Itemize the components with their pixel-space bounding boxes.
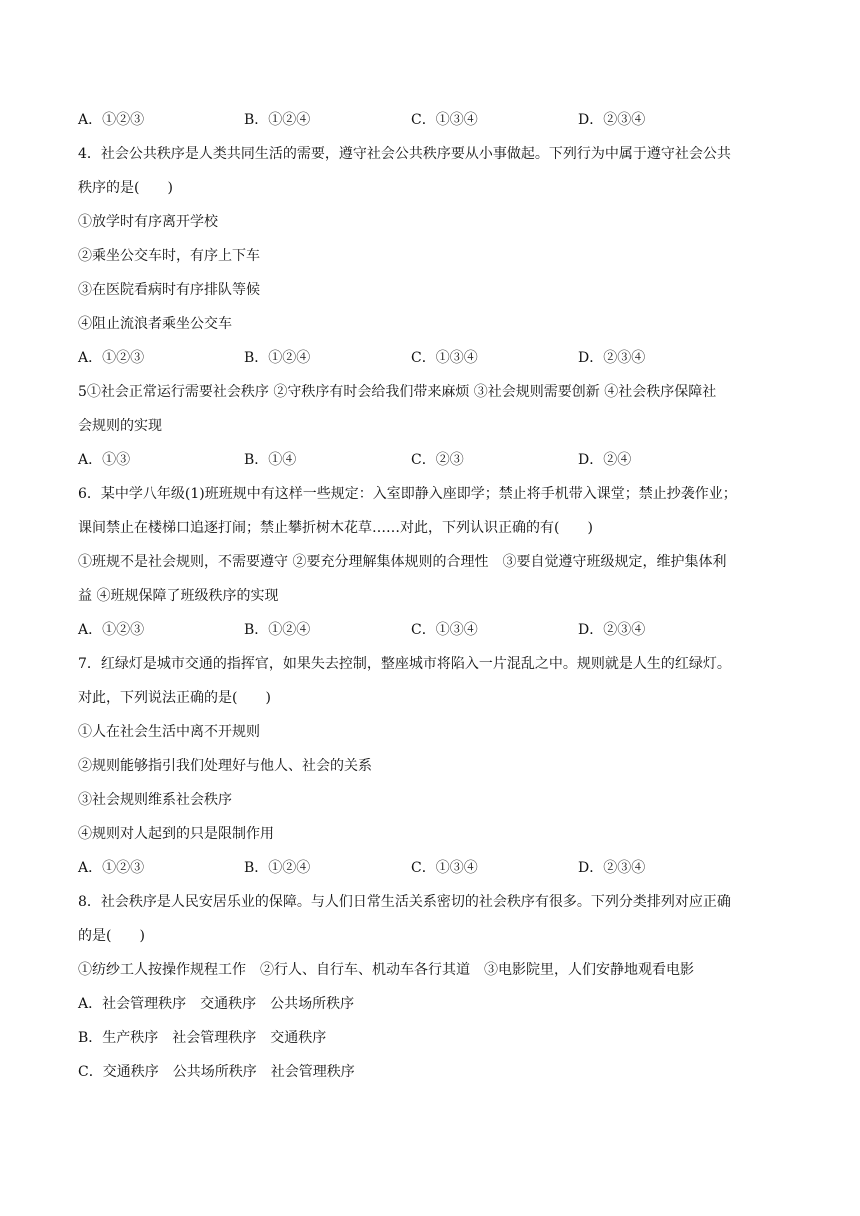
- q5-option-d: D．②④: [578, 452, 632, 468]
- q7-stem-line-1: 7．红绿灯是城市交通的指挥官，如果失去控制，整座城市将陷入一片混乱之中。规则就是人生的红绿灯。: [78, 656, 731, 672]
- question-7: [78, 647, 790, 885]
- q6-items-line-2: 益 ④班规保障了班级秩序的实现: [78, 588, 279, 604]
- q7-item-3: ③社会规则维系社会秩序: [78, 792, 232, 808]
- q5-options: [78, 443, 790, 477]
- q5-option-c: C．②③: [411, 452, 464, 468]
- q3-options: [78, 103, 790, 137]
- q6-option-a: A．①②③: [78, 622, 145, 638]
- q6-option-b: B．①②④: [244, 622, 311, 638]
- q4-stem-line-1: 4．社会公共秩序是人类共同生活的需要，遵守社会公共秩序要从小事做起。下列行为中属于遵守社会公共: [78, 146, 731, 162]
- question-4: [78, 137, 790, 375]
- q6-stem-line-1: 6．某中学八年级(1)班班规中有这样一些规定：入室即静入座即学；禁止将手机带入课堂；禁止抄袭作业；: [78, 486, 737, 502]
- exam-page: [78, 0, 790, 1089]
- q6-items-line-1: ①班规不是社会规则，不需要遵守 ②要充分理解集体规则的合理性 ③要自觉遵守班级规定，维护集体利: [78, 554, 727, 570]
- q3-option-c: C．①③④: [411, 112, 478, 128]
- q7-item-1: ①人在社会生活中离不开规则: [78, 724, 260, 740]
- q4-item-2: ②乘坐公交车时，有序上下车: [78, 248, 260, 264]
- q8-stem-line-2: 的是( ): [78, 928, 145, 944]
- q3-option-a: A．①②③: [78, 112, 145, 128]
- q3-option-b: B．①②④: [244, 112, 311, 128]
- q6-option-d: D．②③④: [578, 622, 646, 638]
- q5-stem-line-1: 5①社会正常运行需要社会秩序 ②守秩序有时会给我们带来麻烦 ③社会规则需要创新 ④社会秩序保障社: [78, 384, 717, 400]
- q4-stem-line-2: 秩序的是( ): [78, 180, 173, 196]
- q7-option-c: C．①③④: [411, 860, 478, 876]
- q8-choice-b: B．生产秩序 社会管理秩序 交通秩序: [78, 1030, 327, 1046]
- q6-option-c: C．①③④: [411, 622, 478, 638]
- q4-option-a: A．①②③: [78, 350, 145, 366]
- question-6: [78, 477, 790, 647]
- question-8: [78, 885, 790, 1089]
- q6-stem-line-2: 课间禁止在楼梯口追逐打闹；禁止攀折树木花草……对此，下列认识正确的有( ): [78, 520, 593, 536]
- question-5: [78, 375, 790, 477]
- q4-options: [78, 341, 790, 375]
- q7-option-b: B．①②④: [244, 860, 311, 876]
- top-margin: [78, 0, 790, 103]
- q4-item-4: ④阻止流浪者乘坐公交车: [78, 316, 232, 332]
- q4-item-1: ①放学时有序离开学校: [78, 214, 218, 230]
- q8-stem-line-1: 8．社会秩序是人民安居乐业的保障。与人们日常生活关系密切的社会秩序有很多。下列分类排列对应正确: [78, 894, 731, 910]
- q7-option-a: A．①②③: [78, 860, 145, 876]
- q5-stem-line-2: 会规则的实现: [78, 418, 162, 434]
- q7-item-4: ④规则对人起到的只是限制作用: [78, 826, 274, 842]
- q5-option-b: B．①④: [244, 452, 297, 468]
- q6-options: [78, 613, 790, 647]
- q5-option-a: A．①③: [78, 452, 131, 468]
- q7-item-2: ②规则能够指引我们处理好与他人、社会的关系: [78, 758, 372, 774]
- q8-choice-c: C．交通秩序 公共场所秩序 社会管理秩序: [78, 1064, 355, 1080]
- q7-stem-line-2: 对此，下列说法正确的是( ): [78, 690, 271, 706]
- q7-options: [78, 851, 790, 885]
- q4-option-b: B．①②④: [244, 350, 311, 366]
- q8-choice-a: A．社会管理秩序 交通秩序 公共场所秩序: [78, 996, 355, 1012]
- q4-item-3: ③在医院看病时有序排队等候: [78, 282, 260, 298]
- q3-option-d: D．②③④: [578, 112, 646, 128]
- q4-option-c: C．①③④: [411, 350, 478, 366]
- q8-items-line: ①纺纱工人按操作规程工作 ②行人、自行车、机动车各行其道 ③电影院里，人们安静地观看电影: [78, 962, 694, 978]
- q4-option-d: D．②③④: [578, 350, 646, 366]
- q7-option-d: D．②③④: [578, 860, 646, 876]
